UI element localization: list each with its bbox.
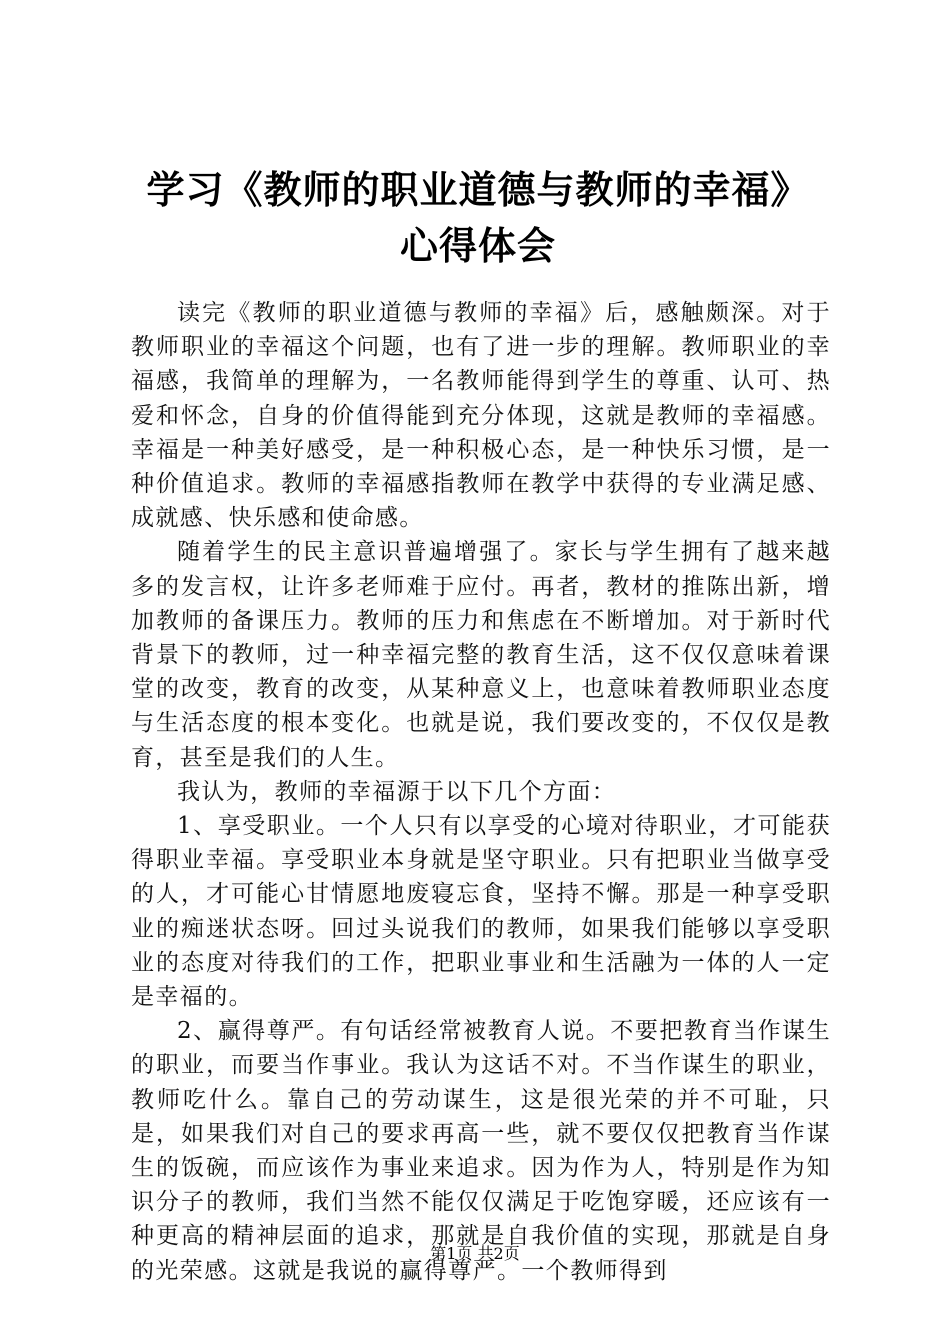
paragraph: 读完《教师的职业道德与教师的幸福》后，感触颇深。对于教师职业的幸福这个问题，也有了进一步的理解。教师职业的幸福感，我简单的理解为，一名教师能得到学生的尊重、认可、热爱和怀念，自身的价值得能到充分体现，这就是教师的幸福感。幸福是一种美好感受，是一种积极心态，是一种快乐习惯，是一种价值追求。教师的幸福感指教师在教学中获得的专业满足感、成就感、快乐感和使命感。: [131, 300, 831, 532]
document-title: 学习《教师的职业道德与教师的幸福》心得体会: [146, 168, 810, 268]
paragraph: 我认为，教师的幸福源于以下几个方面：: [177, 778, 617, 805]
paragraph: 随着学生的民主意识普遍增强了。家长与学生拥有了越来越多的发言权，让许多老师难于应付。再者，教材的推陈出新，增加教师的备课压力。教师的压力和焦虑在不断增加。对于新时代背景下的教师，过一种幸福完整的教育生活，这不仅仅意味着课堂的改变，教育的改变，从某种意义上，也意味着教师职业态度与生活态度的根本变化。也就是说，我们要改变的，不仅仅是教育，甚至是我们的人生。: [131, 539, 831, 771]
document-body: [131, 296, 831, 1288]
paragraph: 2、赢得尊严。有句话经常被教育人说。不要把教育当作谋生的职业，而要当作事业。我认为这话不对。不当作谋生的职业，教师吃什么。靠自己的劳动谋生，这是很光荣的并不可耻，只是，如果我们对自己的要求再高一些，就不要仅仅把教育当作谋生的饭碗，而应该作为事业来追求。因为作为人，特别是作为知识分子的教师，我们当然不能仅仅满足于吃饱穿暖，还应该有一种更高的精神层面的追求，那就是自我价值的实现，那就是自身的光荣感。这就是我说的赢得尊严。一个教师得到: [131, 1018, 831, 1284]
page-footer: 第1页 共2页: [430, 1244, 520, 1263]
paragraph: 1、享受职业。一个人只有以享受的心境对待职业，才可能获得职业幸福。享受职业本身就是坚守职业。只有把职业当做享受的人，才可能心甘情愿地废寝忘食，坚持不懈。那是一种享受职业的痴迷状态呀。回过头说我们的教师，如果我们能够以享受职业的态度对待我们的工作，把职业事业和生活融为一体的人一定是幸福的。: [131, 813, 831, 1011]
